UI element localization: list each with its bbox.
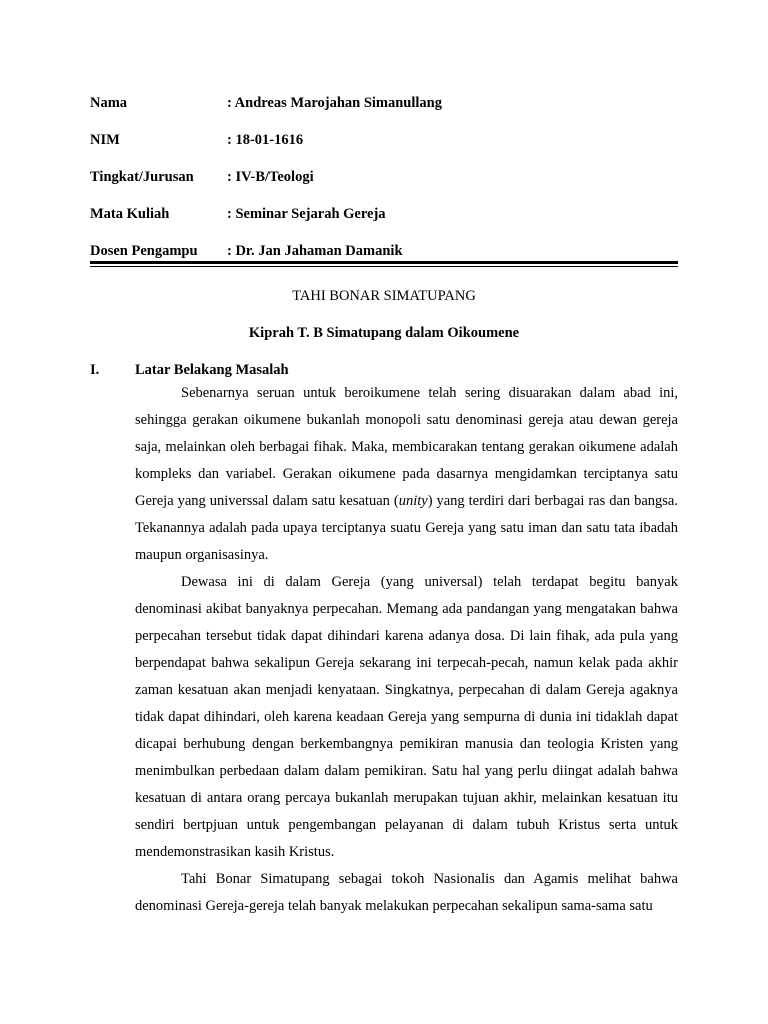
header-rule-thick xyxy=(90,261,678,264)
body-text xyxy=(135,380,678,920)
document-subtitle: Kiprah T. B Simatupang dalam Oikoumene xyxy=(248,325,520,341)
info-label: Dosen Pengampu xyxy=(90,243,198,259)
italic-term: unity xyxy=(398,493,428,509)
paragraph-text: ) yang terdiri dari berbagai ras dan bangsa. Tekanannya adalah pada upaya terciptanya suatu Gereja yang satu iman dan satu tata ibadah maupun organisasinya. xyxy=(135,493,678,563)
info-label: Tingkat/Jurusan xyxy=(90,169,194,185)
info-value: : Dr. Jan Jahaman Damanik xyxy=(227,243,403,259)
paragraph-2: Dewasa ini di dalam Gereja (yang universal) telah terdapat begitu banyak denominasi akibat banyaknya perpecahan. Memang ada pandangan yang mengatakan bahwa perpecahan tersebut tidak dapat dihindari karena adanya dosa. Di lain fihak, ada pula yang berpendapat bahwa sekalipun Gereja sekarang ini terpecah-pecah, namun kelak pada akhir zaman kesatuan akan menjadi kenyataan. Singkatnya, perpecahan di dalam Gereja agaknya tidak dapat dihindari, oleh karena keadaan Gereja yang sempurna di dunia ini tidaklah dapat dicapai berhubung dengan berkembangnya pemikiran manusia dan teologia Kristen yang menimbulkan perbedaan dalam dalam pemikiran. Satu hal yang perlu diingat adalah bahwa kesatuan di antara orang percaya bukanlah merupakan tujuan akhir, melainkan kesatuan itu sendiri bertpjuan untuk pengembangan pelayanan di dalam tubuh Kristus serta untuk mendemonstrasikan kasih Kristus. xyxy=(135,574,678,860)
section-heading: Latar Belakang Masalah xyxy=(135,362,289,378)
info-label: Nama xyxy=(90,95,128,111)
info-value: : Andreas Marojahan Simanullang xyxy=(227,95,442,111)
paragraph-3: Tahi Bonar Simatupang sebagai tokoh Nasionalis dan Agamis melihat bahwa denominasi Gereja-gereja telah banyak melakukan perpecahan sekalipun sama-sama satu xyxy=(135,871,678,914)
info-value: : Seminar Sejarah Gereja xyxy=(227,206,386,222)
document-title: TAHI BONAR SIMATUPANG xyxy=(292,288,476,304)
info-value: : IV-B/Teologi xyxy=(227,169,314,185)
section-number: I. xyxy=(90,362,100,378)
info-label: NIM xyxy=(90,132,120,148)
info-label: Mata Kuliah xyxy=(90,206,170,222)
header-rule-thin xyxy=(90,266,678,267)
info-value: : 18-01-1616 xyxy=(227,132,304,148)
paragraph-text: Sebenarnya seruan untuk beroikumene telah sering disuarakan dalam abad ini, sehingga gerakan oikumene bukanlah monopoli satu denominasi gereja atau dewan gereja saja, melainkan oleh berbagai fihak. Maka, membicarakan tentang gerakan oikumene adalah kompleks dan variabel. Gerakan oikumene pada dasarnya mengidamkan terciptanya satu Gereja yang universsal dalam satu kesatuan ( xyxy=(135,385,678,509)
paragraph-1 xyxy=(135,380,678,569)
